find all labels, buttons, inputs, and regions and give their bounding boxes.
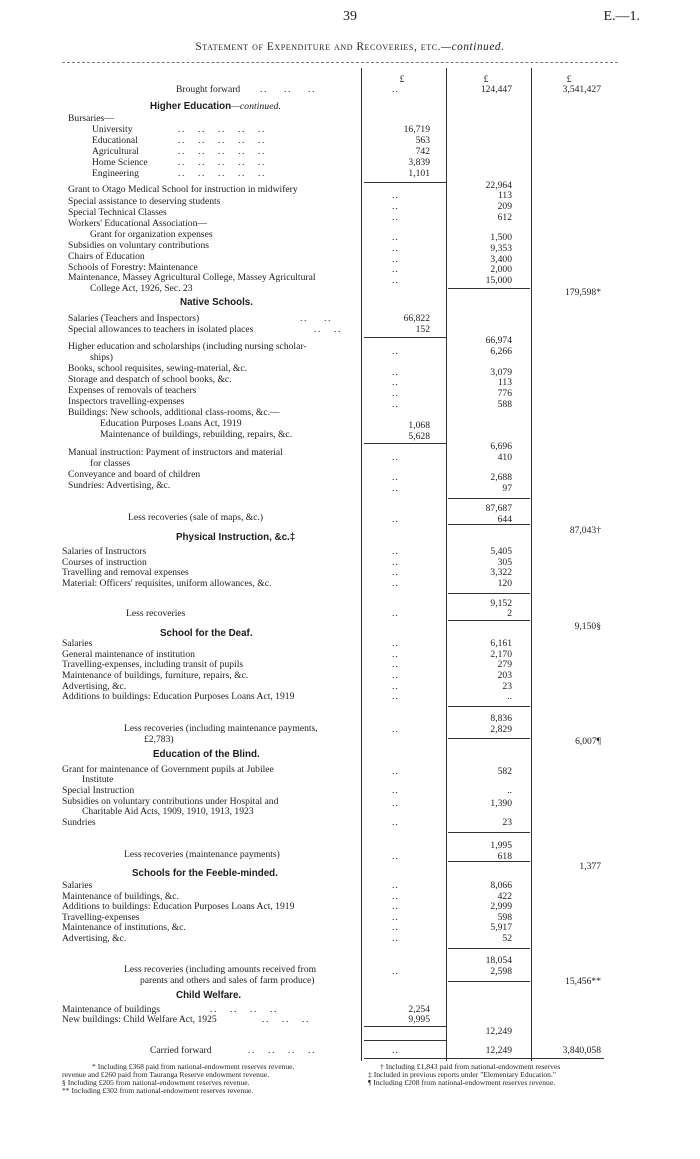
bottom-rule: [364, 1058, 604, 1059]
expense-label: Additions to buildings: Education Purposes Loans Act, 1919: [62, 691, 295, 702]
leader-dots: .. .. .. ..: [248, 1045, 316, 1056]
expense-value: 776: [497, 388, 512, 399]
leader-dots: ..: [392, 681, 399, 692]
leader-dots: ..: [392, 399, 399, 410]
expense-value: 410: [497, 452, 512, 463]
expense-value: 3,079: [490, 367, 512, 378]
currency-col2: £: [483, 74, 489, 85]
bursary-value: 742: [415, 146, 430, 157]
section-total: 179,598*: [565, 287, 601, 298]
leader-dots: ..: [392, 254, 399, 265]
expense-value: 8,066: [490, 880, 512, 891]
expense-label: Schools of Forestry: Maintenance: [68, 262, 198, 273]
expense-label: Travelling and removal expenses: [62, 567, 189, 578]
leader-dots: ..: [392, 880, 399, 891]
top-rule: [62, 62, 618, 63]
leader-dots: ..: [392, 367, 399, 378]
subtotal-rule: [364, 182, 446, 183]
bursaries-total: 22,964: [485, 180, 512, 191]
leader-dots: ..: [392, 377, 399, 388]
expense-label: Grant for maintenance of Government pupils at Jubilee: [62, 764, 274, 775]
leader-dots: ..: [392, 724, 399, 735]
recoveries-value: 2: [507, 608, 512, 619]
leader-dots: ..: [392, 578, 399, 589]
expense-value: 152: [415, 324, 430, 335]
leader-dots: ..: [392, 275, 399, 286]
subtotal-rule: [448, 620, 530, 621]
leader-dots: .. .. .. .. ..: [178, 135, 266, 146]
expense-value: 582: [497, 766, 512, 777]
expense-value: 1,068: [408, 420, 430, 431]
expense-value: 209: [497, 201, 512, 212]
bursary-label: University: [92, 124, 133, 135]
section-heading: Schools for the Feeble-minded.: [132, 868, 278, 879]
recoveries-value: 618: [497, 851, 512, 862]
recoveries-value: 644: [497, 514, 512, 525]
expense-label: Special Technical Classes: [68, 207, 167, 218]
footnote: † Including £1,843 paid from national-endowment reserves: [380, 1062, 561, 1071]
expense-label-cont: for classes: [90, 458, 131, 469]
expense-label: Storage and despatch of school books, &c.: [68, 374, 232, 385]
page-title: [0, 41, 700, 53]
expense-label: Advertising, &c.: [62, 681, 127, 692]
leader-dots: ..: [392, 766, 399, 777]
gross-value: 87,687: [485, 503, 512, 514]
bursary-value: 1,101: [408, 168, 430, 179]
section-heading: School for the Deaf.: [160, 628, 253, 639]
expense-value: ..: [507, 785, 512, 796]
wea-label: Workers' Educational Association—: [68, 218, 207, 229]
expense-value: 6,161: [490, 638, 512, 649]
expense-label: Additions to buildings: Education Purposes Loans Act, 1919: [62, 901, 295, 912]
expense-value: 66,822: [403, 313, 430, 324]
expense-value: ..: [507, 691, 512, 702]
subtotal-value: 66,974: [485, 335, 512, 346]
recoveries-label: Less recoveries: [126, 608, 186, 619]
leader-dots: ..: [392, 514, 399, 525]
leader-dots: .. .. .. .. ..: [178, 157, 266, 168]
expense-value: 279: [497, 659, 512, 670]
expense-label: Maintenance of buildings, &c.: [62, 891, 179, 902]
expense-label: Expenses of removals of teachers: [68, 385, 197, 396]
expense-value: 15,000: [485, 275, 512, 286]
section-heading: Higher Education—continued.: [150, 101, 281, 112]
page-number: 39: [343, 9, 357, 24]
subtotal-rule: [448, 288, 530, 289]
gross-value: 18,054: [485, 955, 512, 966]
expense-value: 1,390: [490, 798, 512, 809]
subtotal-rule: [364, 337, 446, 338]
subtotal-rule: [448, 861, 530, 862]
title-continued: —continued.: [441, 41, 505, 53]
expense-value: 2,000: [490, 264, 512, 275]
leader-dots: ..: [392, 659, 399, 670]
expense-label: Maintenance of buildings, furniture, repairs, &c.: [62, 670, 249, 681]
expense-label: Special allowances to teachers in isolated places: [68, 324, 254, 335]
leader-dots: ..: [392, 670, 399, 681]
leader-dots: ..: [392, 691, 399, 702]
leader-dots: ..: [392, 452, 399, 463]
expense-label: Salaries: [62, 880, 93, 891]
expense-value: 23: [502, 817, 512, 828]
leader-dots: ..: [392, 546, 399, 557]
expense-label: Conveyance and board of children: [68, 469, 201, 480]
leader-dots: ..: [392, 264, 399, 275]
expense-value: 113: [497, 377, 512, 388]
carried-forward-c2: 12,249: [485, 1045, 512, 1056]
recoveries-label-cont: £2,783): [144, 734, 174, 745]
expense-label: Maintenance of institutions, &c.: [62, 922, 186, 933]
section-total: 87,043†: [569, 525, 601, 536]
expense-label: Sundries: Advertising, &c.: [68, 480, 171, 491]
section-heading: Physical Instruction, &c.‡: [176, 532, 296, 543]
subtotal-rule: [448, 593, 530, 594]
footnote: ¶ Including £208 from national-endowment reserves revenue.: [368, 1078, 556, 1087]
expense-value: 422: [497, 891, 512, 902]
recoveries-label: Less recoveries (including maintenance payments,: [124, 723, 318, 734]
expense-label-cont: Charitable Aid Acts, 1909, 1910, 1913, 1923: [82, 806, 254, 817]
bursary-label: Educational: [92, 135, 138, 146]
expense-value: 5,405: [490, 546, 512, 557]
expense-label: Sundries: [62, 817, 96, 828]
expense-label: Chairs of Education: [68, 251, 145, 262]
expense-value: 2,170: [490, 649, 512, 660]
expense-label-cont: College Act, 1926, Sec. 23: [90, 283, 193, 294]
leader-dots: ..: [392, 483, 399, 494]
bursary-label: Engineering: [92, 168, 139, 179]
section-heading: Native Schools.: [180, 297, 253, 308]
leader-dots: ..: [392, 901, 399, 912]
bursary-label: Home Science: [92, 157, 148, 168]
leader-dots: ..: [392, 912, 399, 923]
bursary-value: 563: [415, 135, 430, 146]
expense-value: 5,917: [490, 922, 512, 933]
expense-value: 588: [497, 399, 512, 410]
expense-label: Special assistance to deserving students: [68, 196, 221, 207]
section-heading: Child Welfare.: [176, 990, 242, 1001]
expense-value: 203: [497, 670, 512, 681]
bursaries-label: Bursaries—: [68, 113, 114, 124]
leader-dots: .. .. .. .. ..: [178, 146, 266, 157]
section-total: 12,249: [485, 1026, 512, 1037]
expense-label: Books, school requisites, sewing-material, &c.: [68, 363, 248, 374]
expense-value: 2,688: [490, 472, 512, 483]
expense-label: Maintenance, Massey Agricultural College, Massey Agricultural: [68, 272, 316, 283]
expense-value: 598: [497, 912, 512, 923]
expense-label: Salaries: [62, 638, 93, 649]
expense-value: 3,322: [490, 567, 512, 578]
leader-dots: ..: [392, 608, 399, 619]
leader-dots: ..: [392, 472, 399, 483]
column-rule-1: [361, 68, 362, 1061]
footnote: ‡ Included in previous reports under "Elementary Education.": [368, 1070, 556, 1079]
leader-dots: ..: [392, 638, 399, 649]
leader-dots: .. .. ..: [260, 84, 316, 95]
expense-label: Manual instruction: Payment of instructors and material: [68, 447, 283, 458]
buildings-label: Buildings: New schools, additional class-rooms, &c.—: [68, 407, 280, 418]
subtotal-rule: [448, 706, 530, 707]
expense-value: 9,353: [490, 243, 512, 254]
expense-value: 1,500: [490, 232, 512, 243]
gross-value: 1,995: [490, 840, 512, 851]
expense-label: Maintenance of buildings: [62, 1004, 161, 1015]
footnote: § Including £205 from national-endowment reserves revenue.: [62, 1078, 250, 1087]
expense-label: Travelling-expenses, including transit of pupils: [62, 659, 244, 670]
leader-dots: ..: [392, 785, 399, 796]
bursary-value: 3,839: [408, 157, 430, 168]
subtotal-rule: [448, 738, 530, 739]
expense-value: 23: [502, 681, 512, 692]
currency-col1: £: [399, 74, 405, 85]
expense-label: Subsidies on voluntary contributions: [68, 240, 209, 251]
footnote: * Including £368 paid from national-endowment reserves revenue.: [92, 1062, 295, 1071]
expense-value: 113: [497, 190, 512, 201]
leader-dots: ..: [392, 817, 399, 828]
subtotal-rule: [448, 498, 530, 499]
bursary-value: 16,719: [403, 124, 430, 135]
expense-value: 305: [497, 557, 512, 568]
expense-value: 5,628: [408, 431, 430, 442]
leader-dots: ..: [392, 933, 399, 944]
expense-label: Education Purposes Loans Act, 1919: [100, 418, 242, 429]
expense-label: Salaries of Instructors: [62, 546, 147, 557]
recoveries-label: Less recoveries (maintenance payments): [124, 849, 280, 860]
expense-label: Maintenance of buildings, rebuilding, repairs, &c.: [100, 429, 293, 440]
leader-dots: ..: [392, 232, 399, 243]
subtotal-rule: [448, 524, 530, 525]
recoveries-label-cont: parents and others and sales of farm produce): [140, 975, 315, 986]
leader-dots: .. .. .. .. ..: [178, 124, 266, 135]
expense-label: General maintenance of institution: [62, 649, 195, 660]
leader-dots: ..: [392, 212, 399, 223]
title-main: Statement of Expenditure and Recoveries, etc.: [195, 41, 442, 53]
leader-dots: ..: [392, 966, 399, 977]
expense-value: 120: [497, 578, 512, 589]
subtotal-rule: [448, 948, 530, 949]
leader-dots: ..: [392, 1045, 399, 1056]
leader-dots: .. ..: [314, 324, 342, 335]
leader-dots: ..: [392, 649, 399, 660]
subtotal-rule: [364, 443, 446, 444]
currency-col3: £: [566, 74, 572, 85]
leader-dots: ..: [392, 84, 399, 95]
expense-value: 97: [502, 483, 512, 494]
subtotal-rule: [448, 981, 530, 982]
recoveries-value: 2,829: [490, 724, 512, 735]
expense-label: Advertising, &c.: [62, 933, 127, 944]
expense-label: Grant for organization expenses: [90, 229, 213, 240]
subtotal-rule: [448, 832, 530, 833]
column-rule-3: [531, 68, 532, 1061]
section-total: 6,007¶: [575, 736, 601, 747]
gross-value: 9,152: [490, 598, 512, 609]
expense-label: Courses of instruction: [62, 557, 147, 568]
expense-label-cont: ships): [90, 352, 113, 363]
leader-dots: ..: [392, 243, 399, 254]
document-reference: E.—1.: [603, 9, 640, 24]
recoveries-label: Less recoveries (including amounts received from: [124, 964, 317, 975]
expense-value: 9,995: [408, 1014, 430, 1025]
expense-label: New buildings: Child Welfare Act, 1925: [62, 1014, 217, 1025]
footnote: ** Including £302 from national-endowment reserves revenue.: [62, 1086, 254, 1095]
subtotal-rule: [364, 1026, 446, 1027]
bursary-label: Agricultural: [92, 146, 139, 157]
expense-label-cont: Institute: [82, 774, 114, 785]
leader-dots: ..: [392, 201, 399, 212]
leader-dots: ..: [392, 346, 399, 357]
leader-dots: .. .. .. ..: [210, 1004, 278, 1015]
expense-value: 2,254: [408, 1004, 430, 1015]
expense-label: Subsidies on voluntary contributions under Hospital and: [62, 796, 279, 807]
expense-label: Special Instruction: [62, 785, 135, 796]
expense-label: Inspectors travelling-expenses: [68, 396, 185, 407]
expense-label: Material: Officers' requisites, uniform allowances, &c.: [62, 578, 272, 589]
leader-dots: .. .. ..: [262, 1014, 310, 1025]
subtotal-value: 6,696: [490, 441, 512, 452]
expense-label: Grant to Otago Medical School for instruction in midwifery: [68, 184, 298, 195]
leader-dots: .. .. .. .. ..: [178, 168, 266, 179]
leader-dots: ..: [392, 851, 399, 862]
leader-dots: ..: [392, 557, 399, 568]
leader-dots: ..: [392, 798, 399, 809]
carried-forward-c3: 3,840,058: [562, 1045, 601, 1056]
section-heading: Education of the Blind.: [153, 749, 260, 760]
leader-dots: ..: [392, 190, 399, 201]
recoveries-value: 2,598: [490, 966, 512, 977]
section-total: 9,150§: [574, 621, 601, 632]
subtotal-rule: [364, 1040, 446, 1041]
section-total: 1,377: [579, 861, 601, 872]
gross-value: 8,836: [490, 713, 512, 724]
brought-forward-c2: 124,447: [480, 84, 512, 95]
brought-forward-label: Brought forward: [176, 84, 241, 95]
expense-value: 612: [497, 212, 512, 223]
leader-dots: ..: [392, 922, 399, 933]
leader-dots: ..: [392, 891, 399, 902]
leader-dots: ..: [392, 388, 399, 399]
expense-value: 2,999: [490, 901, 512, 912]
leader-dots: .. ..: [300, 313, 332, 324]
recoveries-label: Less recoveries (sale of maps, &c.): [128, 512, 264, 523]
carried-forward-label: Carried forward: [150, 1045, 212, 1056]
leader-dots: ..: [392, 567, 399, 578]
expense-value: 52: [502, 933, 512, 944]
expense-label: Salaries (Teachers and Inspectors): [68, 313, 200, 324]
brought-forward-c3: 3,541,427: [562, 84, 601, 95]
expense-label: Higher education and scholarships (including nursing scholar-: [68, 341, 307, 352]
section-total: 15,456**: [565, 976, 601, 987]
expense-value: 6,266: [490, 346, 512, 357]
expense-value: 3,400: [490, 254, 512, 265]
footnote: revenue and £260 paid from Tauranga Reserve endowment revenue.: [62, 1070, 270, 1079]
expense-label: Travelling-expenses: [62, 912, 140, 923]
